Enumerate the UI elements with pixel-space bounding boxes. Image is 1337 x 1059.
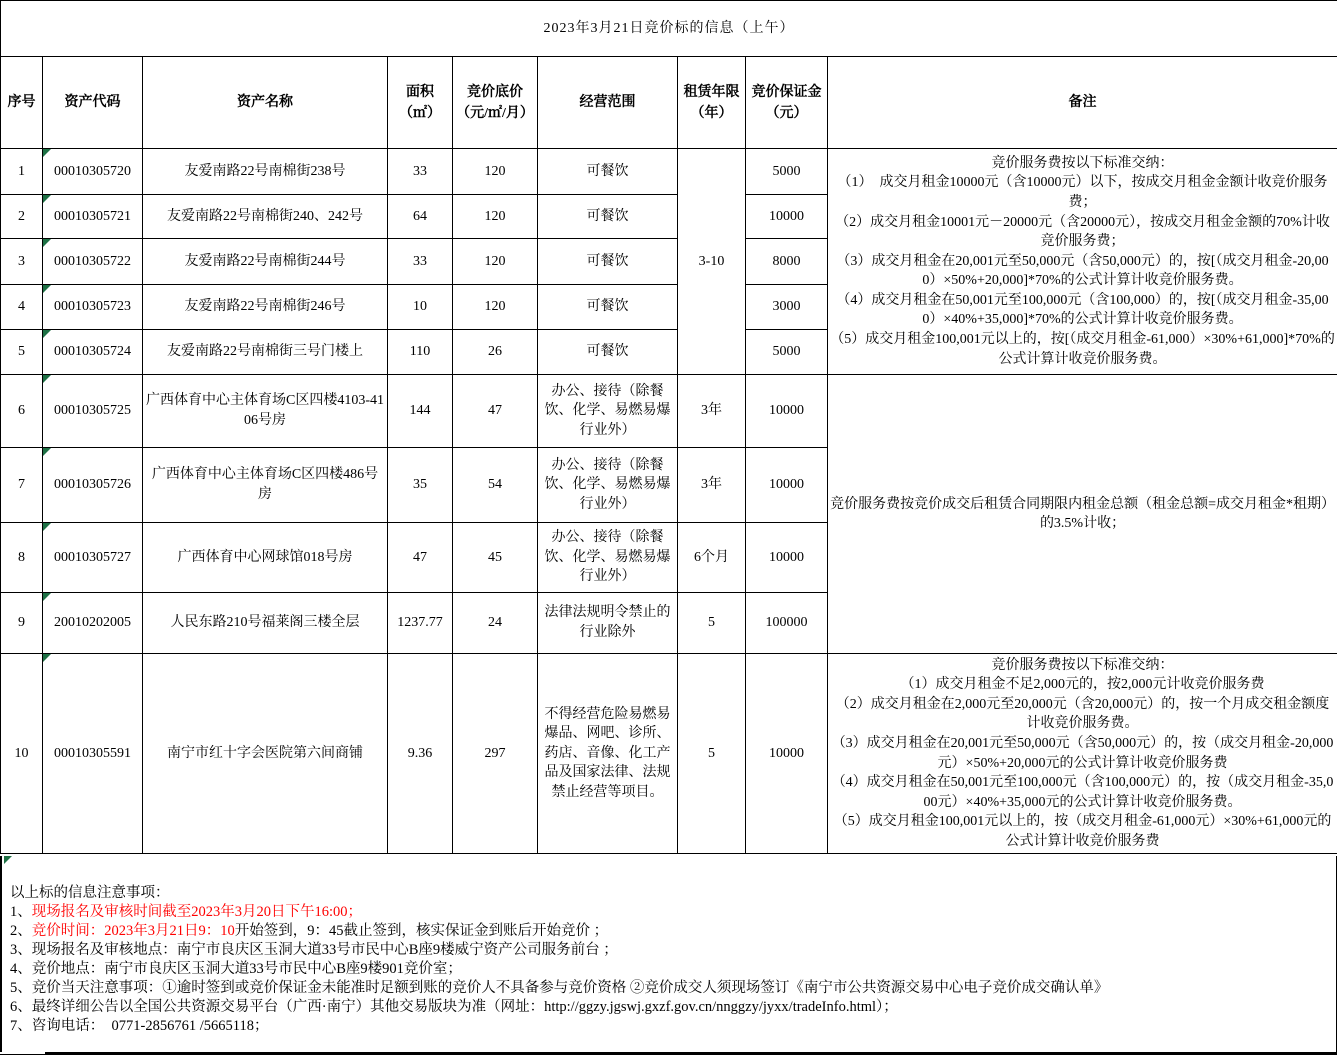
cell-no: 8 bbox=[1, 523, 43, 593]
table-row bbox=[1, 375, 1337, 448]
text-format-indicator-icon bbox=[43, 654, 51, 662]
cell-area: 64 bbox=[388, 195, 453, 239]
note-prefix: 4、 bbox=[10, 961, 32, 977]
cell-price: 120 bbox=[453, 149, 538, 195]
remark-line: 竞价服务费按以下标准交纳： bbox=[991, 657, 1174, 673]
cell-deposit: 10000 bbox=[746, 195, 828, 239]
cell-deposit: 5000 bbox=[746, 330, 828, 375]
cell-area: 47 bbox=[388, 523, 453, 593]
asset-code-text: 00010305591 bbox=[54, 745, 131, 761]
cell-price: 120 bbox=[453, 195, 538, 239]
cell-lease: 5 bbox=[678, 654, 746, 854]
cell-deposit: 10000 bbox=[746, 448, 828, 523]
table-header-row bbox=[1, 57, 1337, 149]
asset-code-text: 20010202005 bbox=[54, 615, 131, 631]
cell-asset-code bbox=[43, 330, 143, 375]
cell-asset-name: 人民东路210号福莱阁三楼全层 bbox=[143, 593, 388, 654]
note-item-2 bbox=[10, 922, 1328, 941]
note-text: 开始签到，9：45截止签到，核实保证金到账后开始竞价 ； bbox=[234, 923, 609, 939]
cell-scope: 办公、接待（除餐饮、化学、易燃易爆行业外） bbox=[538, 448, 678, 523]
asset-code-text: 00010305727 bbox=[54, 549, 131, 565]
note-prefix: 7、 bbox=[10, 1018, 32, 1034]
cell-no: 9 bbox=[1, 593, 43, 654]
remark-line: （1） 成交月租金10000元（含10000元）以下，按成交月租金金额计收竞价服务费； bbox=[837, 175, 1328, 210]
cell-lease: 3年 bbox=[678, 448, 746, 523]
cell-asset-name: 友爱南路22号南棉街三号门楼上 bbox=[143, 330, 388, 375]
cell-scope: 不得经营危险易燃易爆品、网吧、诊所、药店、音像、化工产品及国家法律、法规禁止经营等项目。 bbox=[538, 654, 678, 854]
asset-code-text: 00010305722 bbox=[54, 253, 131, 269]
asset-code-text: 00010305725 bbox=[54, 403, 131, 419]
remark-line: （5）成交月租金100,001元以上的，按[（成交月租金-61,000）×30%+61,000]*70%的公式计算计收竞价服务费。 bbox=[830, 332, 1335, 367]
cell-asset-code bbox=[43, 448, 143, 523]
cell-deposit: 100000 bbox=[746, 593, 828, 654]
note-item-4 bbox=[10, 960, 1328, 979]
remark-line: （1）成交月租金不足2,000元的，按2,000元计收竞价服务费 bbox=[900, 677, 1265, 693]
text-format-indicator-icon bbox=[43, 195, 51, 203]
remark-line: （2）成交月租金在2,000元至20,000元（含20,000元）的，按一个月成交租金额度计收竞价服务费。 bbox=[835, 696, 1330, 732]
note-item-3 bbox=[10, 941, 1328, 960]
asset-code-text: 00010305720 bbox=[54, 163, 131, 179]
asset-code-text: 00010305723 bbox=[54, 299, 131, 315]
cell-price: 47 bbox=[453, 375, 538, 448]
asset-code-text: 00010305724 bbox=[54, 344, 131, 360]
col-header-base-price: 竞价底价（元/㎡/月） bbox=[453, 57, 538, 149]
cell-asset-name: 友爱南路22号南棉街246号 bbox=[143, 285, 388, 330]
text-format-indicator-icon bbox=[43, 285, 51, 293]
text-format-indicator-icon bbox=[43, 330, 51, 338]
cell-no: 2 bbox=[1, 195, 43, 239]
cell-deposit: 8000 bbox=[746, 239, 828, 285]
cell-asset-name: 友爱南路22号南棉街240、242号 bbox=[143, 195, 388, 239]
cell-no: 7 bbox=[1, 448, 43, 523]
cell-remark-merged-1-5 bbox=[828, 149, 1337, 375]
cell-area: 10 bbox=[388, 285, 453, 330]
cell-area: 1237.77 bbox=[388, 593, 453, 654]
note-prefix: 5、 bbox=[10, 980, 32, 996]
remark-line: （3）成交月租金在20,001元至50,000元（含50,000元）的，按（成交月租金-20,000元）×50%+20,000元的公式计算计收竞价服务费 bbox=[831, 735, 1334, 771]
title-row bbox=[1, 1, 1337, 57]
cell-asset-code bbox=[43, 239, 143, 285]
cell-no: 1 bbox=[1, 149, 43, 195]
cell-deposit: 10000 bbox=[746, 523, 828, 593]
cell-price: 54 bbox=[453, 448, 538, 523]
cell-no: 4 bbox=[1, 285, 43, 330]
col-header-no: 序号 bbox=[1, 57, 43, 149]
cell-scope: 可餐饮 bbox=[538, 285, 678, 330]
note-prefix: 3、 bbox=[10, 942, 32, 958]
cell-area: 110 bbox=[388, 330, 453, 375]
cell-area: 9.36 bbox=[388, 654, 453, 854]
remark-line: 竞价服务费按竞价成交后租赁合同期限内租金总额（租金总额=成交月租金*租期）的3.5%计收； bbox=[830, 497, 1335, 531]
cell-deposit: 10000 bbox=[746, 654, 828, 854]
notes-heading: 以上标的信息注意事项： bbox=[10, 885, 170, 901]
cell-scope: 法律法规明令禁止的行业除外 bbox=[538, 593, 678, 654]
col-header-area: 面积（㎡） bbox=[388, 57, 453, 149]
note-text: 竞价当天注意事项：①逾时签到或竞价保证金未能准时足额到账的竞价人不具备参与竞价资格 ②竞价成交人须现场签订《南宁市公共资源交易中心电子竞价成交确认单》 bbox=[31, 980, 1109, 996]
text-format-indicator-icon bbox=[43, 239, 51, 247]
cell-no: 5 bbox=[1, 330, 43, 375]
cell-price: 297 bbox=[453, 654, 538, 854]
page-title: 2023年3月21日竞价标的信息（上午） bbox=[1, 1, 1337, 57]
cell-asset-name: 南宁市红十字会医院第六间商铺 bbox=[143, 654, 388, 854]
table-row bbox=[1, 149, 1337, 195]
text-format-indicator-icon bbox=[4, 856, 12, 864]
cell-asset-name: 友爱南路22号南棉街238号 bbox=[143, 149, 388, 195]
remark-line: 竞价服务费按以下标准交纳： bbox=[991, 155, 1174, 171]
note-text: 最终详细公告以全国公共资源交易平台（广西·南宁）其他交易版块为准（网址：http://ggzy.jgswj.gxzf.gov.cn/nnggzy/jyxx/tradeInfo.html）； bbox=[31, 999, 898, 1015]
cell-price: 120 bbox=[453, 239, 538, 285]
cell-scope: 办公、接待（除餐饮、化学、易燃易爆行业外） bbox=[538, 375, 678, 448]
text-format-indicator-icon bbox=[43, 375, 51, 383]
col-header-lease-term: 租赁年限（年） bbox=[678, 57, 746, 149]
cell-asset-code bbox=[43, 375, 143, 448]
cell-asset-code bbox=[43, 523, 143, 593]
note-item-1 bbox=[10, 903, 1328, 922]
cell-remark-row-10 bbox=[828, 654, 1337, 854]
cell-asset-name: 广西体育中心主体育场C区四楼4103-4106号房 bbox=[143, 375, 388, 448]
remark-line: （2）成交月租金10001元－20000元（含20000元），按成交月租金金额的70%计收竞价服务费； bbox=[835, 214, 1330, 250]
cell-scope: 可餐饮 bbox=[538, 330, 678, 375]
text-format-indicator-icon bbox=[43, 149, 51, 157]
cell-remark-merged-6-9 bbox=[828, 375, 1337, 654]
col-header-deposit: 竞价保证金（元） bbox=[746, 57, 828, 149]
cell-lease: 5 bbox=[678, 593, 746, 654]
remark-line: （4）成交月租金在50,001元至100,000元（含100,000）的，按[（成交月租金-35,000）×40%+35,000]*70%的公式计算计收竞价服务费。 bbox=[836, 292, 1329, 328]
cell-no: 3 bbox=[1, 239, 43, 285]
cell-lease-merged-1-5: 3-10 bbox=[678, 149, 746, 375]
text-format-indicator-icon bbox=[43, 593, 51, 601]
cell-asset-code bbox=[43, 285, 143, 330]
bottom-border-bar bbox=[45, 1052, 1337, 1055]
note-text: 咨询电话： 0771-2856761 /5665118； bbox=[31, 1018, 269, 1034]
note-text: 竞价地点：南宁市良庆区玉洞大道33号市民中心B座9楼901竞价室； bbox=[31, 961, 462, 977]
cell-area: 35 bbox=[388, 448, 453, 523]
cell-scope: 可餐饮 bbox=[538, 195, 678, 239]
bottom-border-thin bbox=[0, 1054, 45, 1055]
cell-area: 33 bbox=[388, 149, 453, 195]
cell-lease: 6个月 bbox=[678, 523, 746, 593]
cell-deposit: 3000 bbox=[746, 285, 828, 330]
cell-scope: 可餐饮 bbox=[538, 149, 678, 195]
col-header-remark: 备注 bbox=[828, 57, 1337, 149]
col-header-scope: 经营范围 bbox=[538, 57, 678, 149]
cell-price: 24 bbox=[453, 593, 538, 654]
note-item-7 bbox=[10, 1017, 1328, 1036]
cell-price: 45 bbox=[453, 523, 538, 593]
note-prefix: 6、 bbox=[10, 999, 32, 1015]
cell-deposit: 5000 bbox=[746, 149, 828, 195]
note-item-6 bbox=[10, 998, 1328, 1017]
note-text: 现场报名及审核地点：南宁市良庆区玉洞大道33号市民中心B座9楼威宁资产公司服务前台 ； bbox=[31, 942, 618, 958]
cell-asset-code bbox=[43, 195, 143, 239]
note-red-text: 竞价时间：2023年3月21日9：10 bbox=[31, 923, 235, 939]
cell-scope: 可餐饮 bbox=[538, 239, 678, 285]
note-prefix: 2、 bbox=[10, 923, 32, 939]
cell-price: 120 bbox=[453, 285, 538, 330]
note-red-text: 现场报名及审核时间截至2023年3月20日下午16:00； bbox=[31, 904, 363, 920]
cell-asset-code bbox=[43, 149, 143, 195]
cell-asset-name: 友爱南路22号南棉街244号 bbox=[143, 239, 388, 285]
cell-price: 26 bbox=[453, 330, 538, 375]
notes-section bbox=[0, 856, 1337, 1052]
col-header-asset-code: 资产代码 bbox=[43, 57, 143, 149]
cell-lease: 3年 bbox=[678, 375, 746, 448]
cell-no: 10 bbox=[1, 654, 43, 854]
note-item-5 bbox=[10, 979, 1328, 998]
text-format-indicator-icon bbox=[43, 448, 51, 456]
cell-deposit: 10000 bbox=[746, 375, 828, 448]
cell-asset-name: 广西体育中心网球馆018号房 bbox=[143, 523, 388, 593]
note-prefix: 1、 bbox=[10, 904, 32, 920]
cell-asset-name: 广西体育中心主体育场C区四楼486号房 bbox=[143, 448, 388, 523]
remark-line: （5）成交月租金100,001元以上的，按（成交月租金-61,000元）×30%+61,000元的公式计算计收竞价服务费 bbox=[833, 814, 1332, 849]
cell-area: 33 bbox=[388, 239, 453, 285]
text-format-indicator-icon bbox=[43, 523, 51, 531]
table-row bbox=[1, 654, 1337, 854]
cell-no: 6 bbox=[1, 375, 43, 448]
col-header-asset-name: 资产名称 bbox=[143, 57, 388, 149]
cell-asset-code bbox=[43, 593, 143, 654]
cell-asset-code bbox=[43, 654, 143, 854]
asset-code-text: 00010305726 bbox=[54, 477, 131, 493]
remark-line: （4）成交月租金在50,001元至100,000元（含100,000元）的，按（成交月租金-35,000元）×40%+35,000元的公式计算计收竞价服务费。 bbox=[831, 775, 1334, 810]
asset-code-text: 00010305721 bbox=[54, 208, 131, 224]
cell-area: 144 bbox=[388, 375, 453, 448]
cell-scope: 办公、接待（除餐饮、化学、易燃易爆行业外） bbox=[538, 523, 678, 593]
remark-line: （3）成交月租金在20,001元至50,000元（含50,000元）的，按[（成交月租金-20,000）×50%+20,000]*70%的公式计算计收竞价服务费。 bbox=[836, 253, 1329, 289]
